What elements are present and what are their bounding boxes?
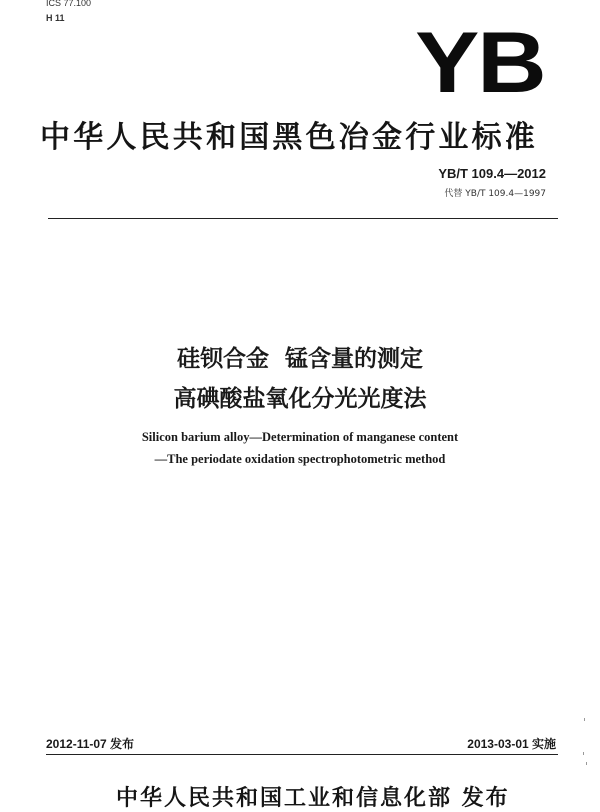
english-title-line-1: Silicon barium alloy—Determination of manganese content [141,430,459,444]
english-title-line-2: —The periodate oxidation spectrophotometric method [154,452,446,466]
issue-date: 2012-11-07 发布 [46,737,135,751]
header-divider [48,218,558,219]
implementation-date: 2013-03-01 实施 [467,737,556,751]
yb-logo: YB [414,15,544,111]
ccs-code: H 11 [46,13,65,23]
ics-code: ICS 77.100 [46,0,92,8]
scan-speck [584,718,585,721]
standard-number: YB/T 109.4—2012 [438,166,546,181]
footer-divider [46,754,558,755]
standard-category-title: 中华人民共和国黑色冶金行业标准 [40,120,538,155]
scan-speck [586,762,587,765]
replaces-standard: 代替 YB/T 109.4—1997 [444,189,546,199]
scan-speck [583,752,584,755]
issuing-authority: 中华人民共和国工业和信息化部 发布 [116,786,510,811]
chinese-title-line-2: 高碘酸盐氧化分光光度法 [173,386,427,412]
chinese-title-line-1: 硅钡合金 锰含量的测定 [176,346,423,372]
